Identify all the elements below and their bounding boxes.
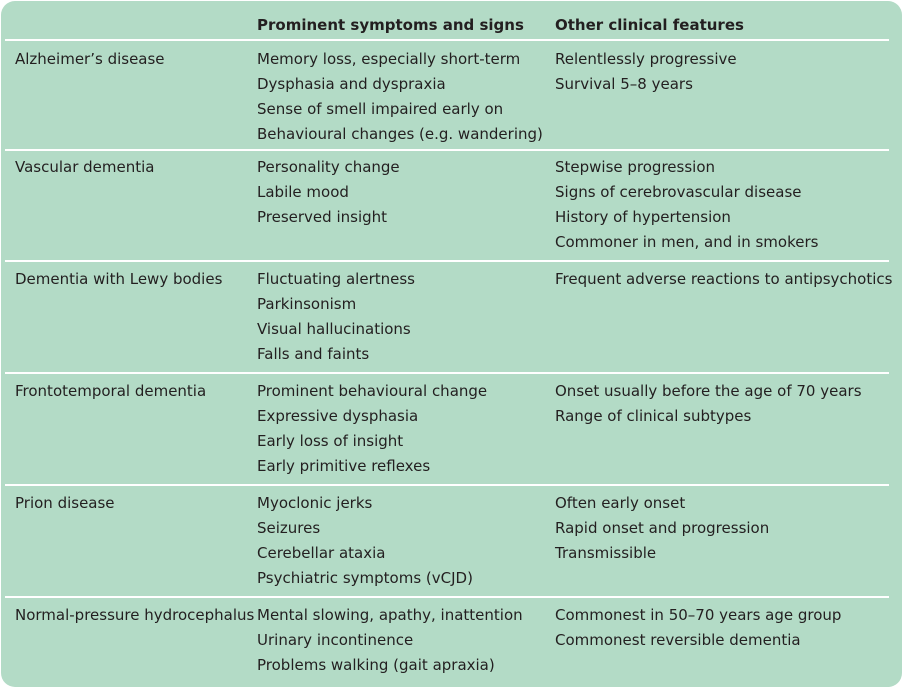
features-cell [555,155,818,255]
symptom-item: Prominent behavioural change [257,382,488,400]
symptom-item: Problems walking (gait apraxia) [257,656,495,674]
feature-item: Relentlessly progressive [555,50,737,68]
symptoms-cell [257,267,415,367]
feature-item: Survival 5–8 years [555,75,693,93]
features-cell [555,267,892,292]
condition-name: Normal-pressure hydrocephalus [15,606,255,624]
feature-item: Commonest in 50–70 years age group [555,606,842,624]
symptom-item: Dysphasia and dyspraxia [257,75,446,93]
symptom-item: Sense of smell impaired early on [257,100,504,118]
column-header-symptoms: Prominent symptoms and signs [257,16,524,34]
symptom-item: Visual hallucinations [257,320,411,338]
condition-name: Dementia with Lewy bodies [15,270,223,288]
symptom-item: Myoclonic jerks [257,494,373,512]
symptom-item: Labile mood [257,183,349,201]
feature-item: Onset usually before the age of 70 years [555,382,862,400]
symptom-item: Behavioural changes (e.g. wandering) [257,125,543,143]
feature-item: History of hypertension [555,208,731,226]
symptoms-cell [257,491,473,591]
symptom-item: Preserved insight [257,208,388,226]
feature-item: Often early onset [555,494,686,512]
symptom-item: Falls and faints [257,345,370,363]
features-cell [555,603,841,653]
condition-name: Frontotemporal dementia [15,382,207,400]
feature-item: Range of clinical subtypes [555,407,752,425]
feature-item: Stepwise progression [555,158,716,176]
symptom-item: Early primitive reflexes [257,457,431,475]
row-divider [5,372,889,374]
condition-name: Vascular dementia [15,158,155,176]
symptom-item: Psychiatric symptoms (vCJD) [257,569,473,587]
features-cell [555,47,737,97]
feature-item: Frequent adverse reactions to antipsychotics [555,270,893,288]
condition-name: Prion disease [15,494,115,512]
header-divider [5,39,889,41]
symptom-item: Early loss of insight [257,432,404,450]
feature-item: Transmissible [555,544,657,562]
column-header-features: Other clinical features [555,16,744,34]
condition-name: Alzheimer’s disease [15,50,165,68]
symptom-item: Fluctuating alertness [257,270,415,288]
row-divider [5,484,889,486]
symptom-item: Urinary incontinence [257,631,414,649]
symptom-item: Parkinsonism [257,295,357,313]
symptom-item: Expressive dysphasia [257,407,419,425]
dementia-table-panel [1,1,902,687]
symptom-item: Seizures [257,519,321,537]
symptom-item: Personality change [257,158,400,176]
symptoms-cell [257,155,400,230]
symptoms-cell [257,603,523,678]
symptoms-cell [257,379,487,479]
feature-item: Commoner in men, and in smokers [555,233,819,251]
feature-item: Signs of cerebrovascular disease [555,183,802,201]
symptom-item: Mental slowing, apathy, inattention [257,606,523,624]
feature-item: Commonest reversible dementia [555,631,801,649]
row-divider [5,260,889,262]
symptom-item: Memory loss, especially short-term [257,50,521,68]
features-cell [555,491,769,566]
symptom-item: Cerebellar ataxia [257,544,386,562]
row-divider [5,149,889,151]
symptoms-cell [257,47,543,147]
feature-item: Rapid onset and progression [555,519,770,537]
row-divider [5,596,889,598]
features-cell [555,379,862,429]
